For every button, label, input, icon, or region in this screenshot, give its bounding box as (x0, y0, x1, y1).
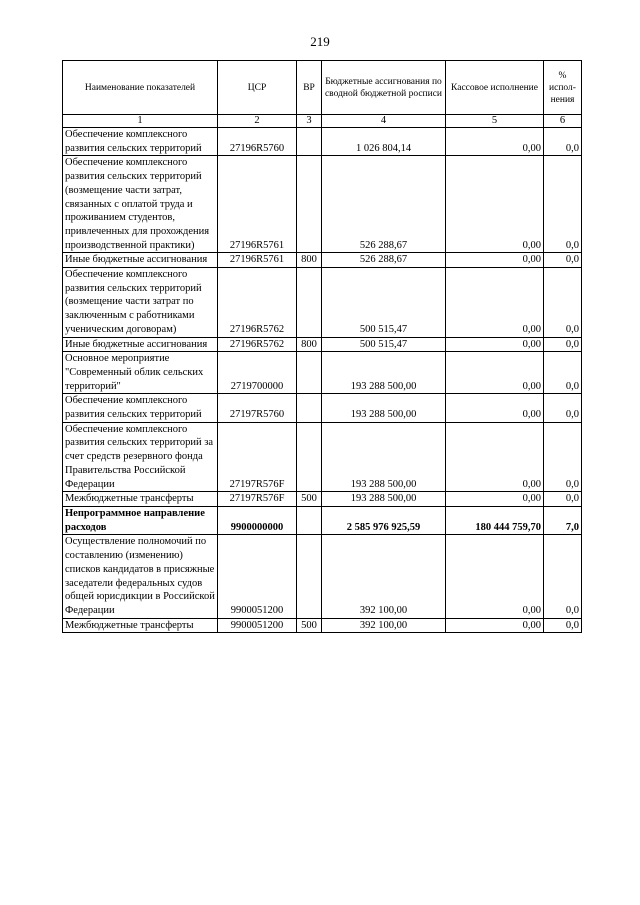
cell-pct: 7,0 (544, 506, 582, 534)
column-number-row (63, 115, 582, 128)
cell-plan: 500 515,47 (322, 337, 446, 352)
header-plan: Бюджетные ассигнования по сводной бюджетной росписи (322, 61, 446, 115)
cell-csr: 27197R5760 (218, 394, 297, 422)
cell-vr: 800 (297, 253, 322, 268)
cell-name: Обеспечение комплексного развития сельских территорий (63, 128, 218, 156)
cell-name: Непрограммное направление расходов (63, 506, 218, 534)
cell-plan: 526 288,67 (322, 253, 446, 268)
cell-plan: 2 585 976 925,59 (322, 506, 446, 534)
cell-pct: 0,0 (544, 535, 582, 618)
page-number: 219 (310, 34, 330, 49)
cell-pct: 0,0 (544, 253, 582, 268)
cell-csr: 27197R576F (218, 492, 297, 507)
cell-name: Иные бюджетные ассигнования (63, 337, 218, 352)
column-number: 3 (297, 115, 322, 128)
table-row (63, 618, 582, 633)
cell-exec: 0,00 (446, 128, 544, 156)
cell-exec: 0,00 (446, 253, 544, 268)
cell-vr (297, 422, 322, 492)
cell-pct: 0,0 (544, 352, 582, 394)
cell-exec: 0,00 (446, 337, 544, 352)
cell-csr: 27196R5760 (218, 128, 297, 156)
cell-name: Межбюджетные трансферты (63, 492, 218, 507)
cell-name: Основное мероприятие "Современный облик сельских территорий" (63, 352, 218, 394)
column-number: 1 (63, 115, 218, 128)
cell-plan: 526 288,67 (322, 156, 446, 253)
cell-exec: 0,00 (446, 394, 544, 422)
table-row (63, 535, 582, 618)
table-row (63, 352, 582, 394)
cell-name: Обеспечение комплексного развития сельских территорий (возмещение части затрат, связанных с оплатой труда и проживанием студентов, привлеченных для прохождения производственной практики) (63, 156, 218, 253)
cell-exec: 0,00 (446, 268, 544, 338)
table-row (63, 394, 582, 422)
cell-exec: 0,00 (446, 618, 544, 633)
cell-plan: 392 100,00 (322, 535, 446, 618)
cell-exec: 180 444 759,70 (446, 506, 544, 534)
table-row (63, 253, 582, 268)
table-row (63, 337, 582, 352)
cell-csr: 9900000000 (218, 506, 297, 534)
header-name: Наименование показателей (63, 61, 218, 115)
cell-pct: 0,0 (544, 492, 582, 507)
table-row (63, 492, 582, 507)
cell-csr: 27196R5761 (218, 253, 297, 268)
header-csr: ЦСР (218, 61, 297, 115)
cell-name: Осуществление полномочий по составлению (изменению) списков кандидатов в присяжные заседатели федеральных судов общей юрисдикции в Российской Федерации (63, 535, 218, 618)
cell-exec: 0,00 (446, 422, 544, 492)
header-vr: ВР (297, 61, 322, 115)
cell-vr (297, 128, 322, 156)
cell-name: Обеспечение комплексного развития сельских территорий (63, 394, 218, 422)
cell-csr: 27197R576F (218, 422, 297, 492)
cell-vr (297, 268, 322, 338)
column-number: 4 (322, 115, 446, 128)
cell-csr: 27196R5761 (218, 156, 297, 253)
cell-exec: 0,00 (446, 156, 544, 253)
cell-plan: 193 288 500,00 (322, 422, 446, 492)
cell-csr: 9900051200 (218, 618, 297, 633)
cell-csr: 27196R5762 (218, 337, 297, 352)
cell-pct: 0,0 (544, 156, 582, 253)
cell-vr: 800 (297, 337, 322, 352)
table-row (63, 128, 582, 156)
table-row (63, 422, 582, 492)
cell-pct: 0,0 (544, 394, 582, 422)
table-row (63, 506, 582, 534)
cell-name: Иные бюджетные ассигнования (63, 253, 218, 268)
cell-plan: 500 515,47 (322, 268, 446, 338)
column-number: 5 (446, 115, 544, 128)
header-row (63, 61, 582, 115)
cell-vr: 500 (297, 618, 322, 633)
cell-exec: 0,00 (446, 535, 544, 618)
cell-plan: 392 100,00 (322, 618, 446, 633)
cell-pct: 0,0 (544, 268, 582, 338)
cell-name: Обеспечение комплексного развития сельских территорий за счет средств резервного фонда Правительства Российской Федерации (63, 422, 218, 492)
cell-csr: 9900051200 (218, 535, 297, 618)
cell-csr: 2719700000 (218, 352, 297, 394)
cell-vr: 500 (297, 492, 322, 507)
column-number: 2 (218, 115, 297, 128)
cell-plan: 193 288 500,00 (322, 394, 446, 422)
column-number: 6 (544, 115, 582, 128)
cell-pct: 0,0 (544, 128, 582, 156)
table-row (63, 268, 582, 338)
cell-name: Обеспечение комплексного развития сельских территорий (возмещение части затрат по заключенным с работниками ученическим договорам) (63, 268, 218, 338)
cell-exec: 0,00 (446, 352, 544, 394)
table-row (63, 156, 582, 253)
cell-pct: 0,0 (544, 618, 582, 633)
budget-execution-table (62, 60, 582, 633)
cell-vr (297, 352, 322, 394)
header-pct: % испол-нения (544, 61, 582, 115)
cell-vr (297, 506, 322, 534)
cell-exec: 0,00 (446, 492, 544, 507)
cell-plan: 193 288 500,00 (322, 352, 446, 394)
cell-plan: 193 288 500,00 (322, 492, 446, 507)
cell-vr (297, 535, 322, 618)
cell-plan: 1 026 804,14 (322, 128, 446, 156)
header-exec: Кассовое исполнение (446, 61, 544, 115)
cell-vr (297, 394, 322, 422)
cell-pct: 0,0 (544, 422, 582, 492)
cell-vr (297, 156, 322, 253)
cell-name: Межбюджетные трансферты (63, 618, 218, 633)
table-body (63, 128, 582, 633)
cell-pct: 0,0 (544, 337, 582, 352)
cell-csr: 27196R5762 (218, 268, 297, 338)
